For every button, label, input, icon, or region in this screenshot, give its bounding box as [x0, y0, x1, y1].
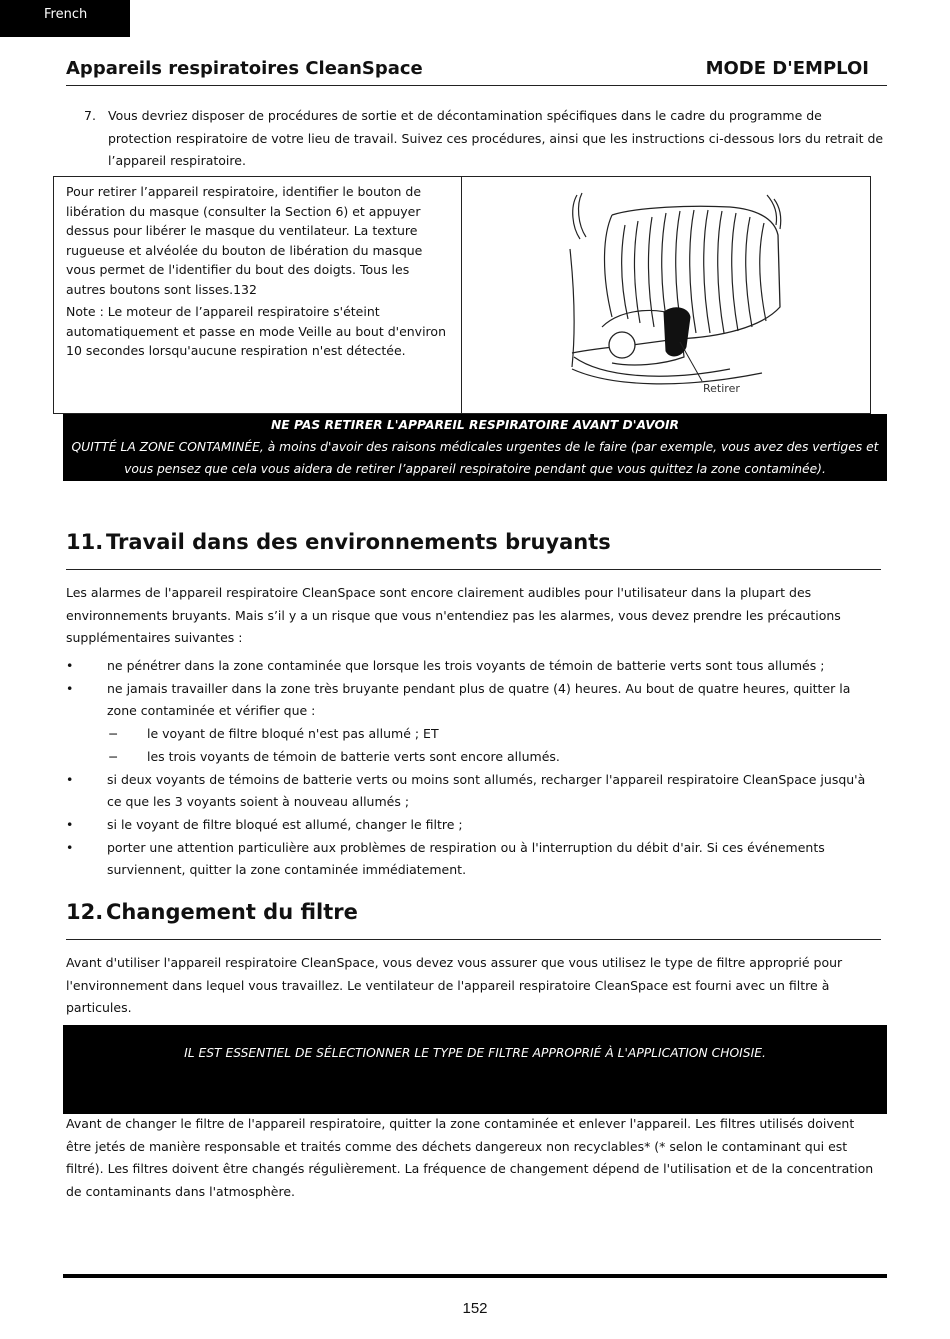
sub-item-text: les trois voyants de témoin de batterie verts sont encore allumés.: [147, 748, 560, 764]
numbered-item-7: [84, 105, 884, 173]
list-item-text: si le voyant de filtre bloqué est allumé, changer le filtre ;: [107, 816, 463, 832]
section-11-intro: Les alarmes de l'appareil respiratoire CleanSpace sont encore clairement audibles pour l'utilisateur dans la plupart des environnements bruyants. Mais s’il y a un risque que vous n'entendiez pas les alarmes, vous devez prendre les précautions supplémentaires suivantes :: [66, 585, 841, 646]
warning-banner-removal: [63, 414, 887, 481]
list-item-text: si deux voyants de témoins de batterie verts ou moins sont allumés, recharger l'appareil respiratoire CleanSpace jusqu'à ce que les 3 voyants soient à nouveau allumés ;: [107, 771, 866, 810]
respirator-release-illustration: [462, 177, 870, 413]
language-tab: [0, 0, 130, 37]
page-header: [66, 58, 887, 86]
list-item: [66, 655, 881, 678]
dash-icon: −: [108, 748, 119, 764]
bullet-icon: •: [66, 839, 74, 855]
sub-item-text: le voyant de filtre bloqué n'est pas allumé ; ET: [147, 726, 439, 742]
page-number: 152: [462, 1300, 488, 1317]
sub-list-item: [66, 723, 881, 746]
dash-icon: −: [108, 726, 119, 742]
header-mode: MODE D'EMPLOI: [705, 58, 869, 79]
instruction-text: Pour retirer l’appareil respiratoire, identifier le bouton de libération du masque (consulter la Section 6) et appuyer dessus pour libérer le masque du ventilateur. La texture rugueuse et alvéolée du bouton de libération du masque vous permet de l'identifier du bout des doigts. Tous les autres boutons sont lisses.132: [66, 184, 423, 297]
item-text: Vous devriez disposer de procédures de sortie et de décontamination spécifiques dans le cadre du programme de protection respiratoire de votre lieu de travail. Suivez ces procédures, ainsi que les instructions ci-dessous lors du retrait de l’appareil respiratoire.: [108, 108, 884, 168]
noise-precautions-list: [66, 655, 881, 882]
section-12-body: Avant de changer le filtre de l'appareil respiratoire, quitter la zone contaminée et enlever l'appareil. Les filtres utilisés doivent être jetés de manière responsable et traités comme des déchets dangereux non recyclables* (* selon le contaminant qui est filtré). Les filtres doivent être changés régulièrement. La fréquence de changement dépend de l'utilisation et de la concentration de contaminants dans l'atmosphère.: [66, 1116, 874, 1200]
section-12-number: 12.: [66, 900, 104, 924]
removal-instruction-table: [53, 176, 871, 414]
list-item-text: ne jamais travailler dans la zone très bruyante pendant plus de quatre (4) heures. Au bout de quatre heures, quitter la zone contaminée et vérifier que :: [107, 680, 851, 719]
item-number: 7.: [84, 108, 96, 123]
bullet-icon: •: [66, 771, 74, 787]
instruction-cell: [54, 177, 462, 413]
list-item: [66, 814, 881, 837]
bullet-icon: •: [66, 658, 74, 673]
section-11-title: Travail dans des environnements bruyants: [106, 530, 611, 554]
warning-line-1: NE PAS RETIRER L'APPAREIL RESPIRATOIRE AVANT D'AVOIR: [270, 418, 680, 432]
section-11-heading: [66, 530, 881, 570]
filter-warning-text: IL EST ESSENTIEL DE SÉLECTIONNER LE TYPE DE FILTRE APPROPRIÉ À L'APPLICATION CHOISIE.: [184, 1046, 766, 1060]
section-11-number: 11.: [66, 530, 104, 554]
warning-line-2: QUITTÉ LA ZONE CONTAMINÉE, à moins d'avoir des raisons médicales urgentes de le faire (par exemple, vous avez des vertiges et vous pensez que cela vous aidera de retirer l’appareil respiratoire pendant que vous quittez la zone contaminée).: [71, 440, 879, 476]
list-item-text: porter une attention particulière aux problèmes de respiration ou à l'interruption du débit d'air. Si ces événements surviennent, quitter la zone contaminée immédiatement.: [107, 839, 825, 878]
warning-banner-filter: [63, 1025, 887, 1114]
list-item: [66, 837, 881, 882]
footer-rule: [63, 1274, 887, 1278]
figure-cell: [462, 177, 870, 413]
list-item: [66, 769, 881, 814]
sub-list-item: [66, 746, 881, 769]
figure-label: Retirer: [703, 382, 740, 395]
list-item: [66, 678, 881, 723]
header-title: Appareils respiratoires CleanSpace: [66, 58, 423, 79]
list-item-text: ne pénétrer dans la zone contaminée que lorsque les trois voyants de témoin de batterie verts sont tous allumés ;: [107, 658, 825, 673]
note-text: Note : Le moteur de l’appareil respiratoire s'éteint automatiquement et passe en mode Veille au bout d'environ 10 secondes lorsqu'aucune respiration n'est détectée.: [66, 304, 446, 358]
section-12-heading: [66, 900, 881, 940]
language-label: French: [44, 7, 88, 22]
section-12-title: Changement du filtre: [106, 900, 358, 924]
bullet-icon: •: [66, 816, 74, 832]
bullet-icon: •: [66, 680, 74, 696]
section-12-intro: Avant d'utiliser l'appareil respiratoire CleanSpace, vous devez vous assurer que vous utilisez le type de filtre approprié pour l'environnement dans lequel vous travaillez. Le ventilateur de l'appareil respiratoire CleanSpace est fourni avec un filtre à particules.: [66, 955, 843, 1016]
